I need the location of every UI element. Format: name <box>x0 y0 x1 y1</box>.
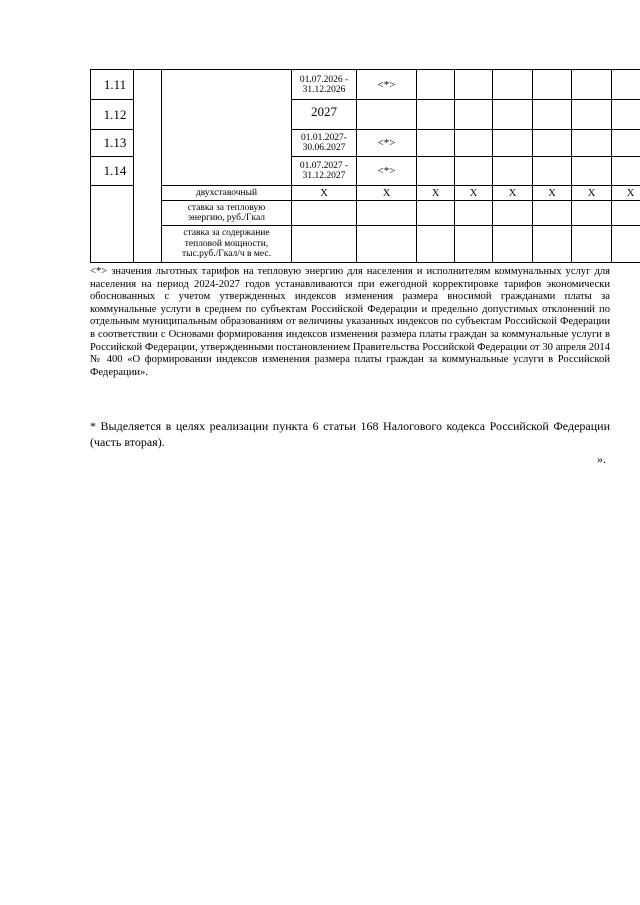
empty-column-cell <box>134 70 162 263</box>
period-end: 30.06.2027 <box>302 143 346 153</box>
energy-rate-label: ставка за тепловую энергию, руб./Гкал <box>162 201 292 226</box>
empty-number-cell <box>91 186 134 263</box>
x-mark: X <box>612 186 640 201</box>
x-mark: X <box>417 186 455 201</box>
tax-footnote: * Выделяется в целях реализации пункта 6 статьи 168 Налогового кодекса Российской Федерации (часть вторая). <box>90 419 610 449</box>
year-cell: 2027 <box>292 100 357 130</box>
tariff-mark: <*> <box>357 157 417 186</box>
capacity-rate-label: ставка за содержание тепловой мощности, тыс.руб./Гкал/ч в мес. <box>162 226 292 263</box>
x-mark: X <box>292 186 357 201</box>
table-row-1-11 <box>91 70 640 100</box>
table-row-capacity-rate <box>91 226 640 263</box>
tariff-note: <*> значения льготных тарифов на тепловую энергию для населения и исполнителям коммунальных услуг для населения на период 2024-2027 годов устанавливаются при ежегодной корректировке тарифов экономически обоснованных с учетом утвержденных индексов изменения размера вносимой гражданами платы за коммунальные услуги в среднем по субъектам Российской Федерации и предельно допустимых отклонений по отдельным муниципальным образованиям от величины указанных индексов по субъектам Российской Федерации в соответствии с Основами формирования индексов изменения размера платы граждан за коммунальные услуги в Российской Федерации, утвержденными постановлением Правительства Российской Федерации от 30 апреля 2014 № 400 «О формировании индексов изменения размера платы граждан за коммунальные услуги в Российской Федерации». <box>90 266 610 378</box>
tariff-mark: <*> <box>357 130 417 157</box>
table-row-two-part <box>91 186 640 201</box>
x-mark: X <box>533 186 572 201</box>
tariff-table <box>90 69 640 263</box>
period-start: 01.07.2027 - <box>299 161 349 171</box>
period-cell <box>292 70 357 100</box>
tariff-mark: <*> <box>357 70 417 100</box>
x-mark: X <box>455 186 493 201</box>
period-end: 31.12.2027 <box>302 171 346 181</box>
table-row-energy-rate <box>91 201 640 226</box>
period-start: 01.07.2026 - <box>299 74 349 85</box>
period-cell <box>292 157 357 186</box>
row-number: 1.13 <box>91 130 134 157</box>
x-mark: X <box>572 186 612 201</box>
row-number: 1.14 <box>91 157 134 186</box>
period-cell <box>292 130 357 157</box>
period-end: 31.12.2026 <box>302 84 346 95</box>
period-start: 01.01.2027- <box>301 133 347 143</box>
row-number: 1.11 <box>91 70 134 100</box>
x-mark: X <box>357 186 417 201</box>
row-number: 1.12 <box>91 100 134 130</box>
empty-merged-cell <box>162 70 292 186</box>
two-part-label: двухставочный <box>162 186 292 201</box>
x-mark: X <box>493 186 533 201</box>
closing-quote: ». <box>597 452 606 466</box>
